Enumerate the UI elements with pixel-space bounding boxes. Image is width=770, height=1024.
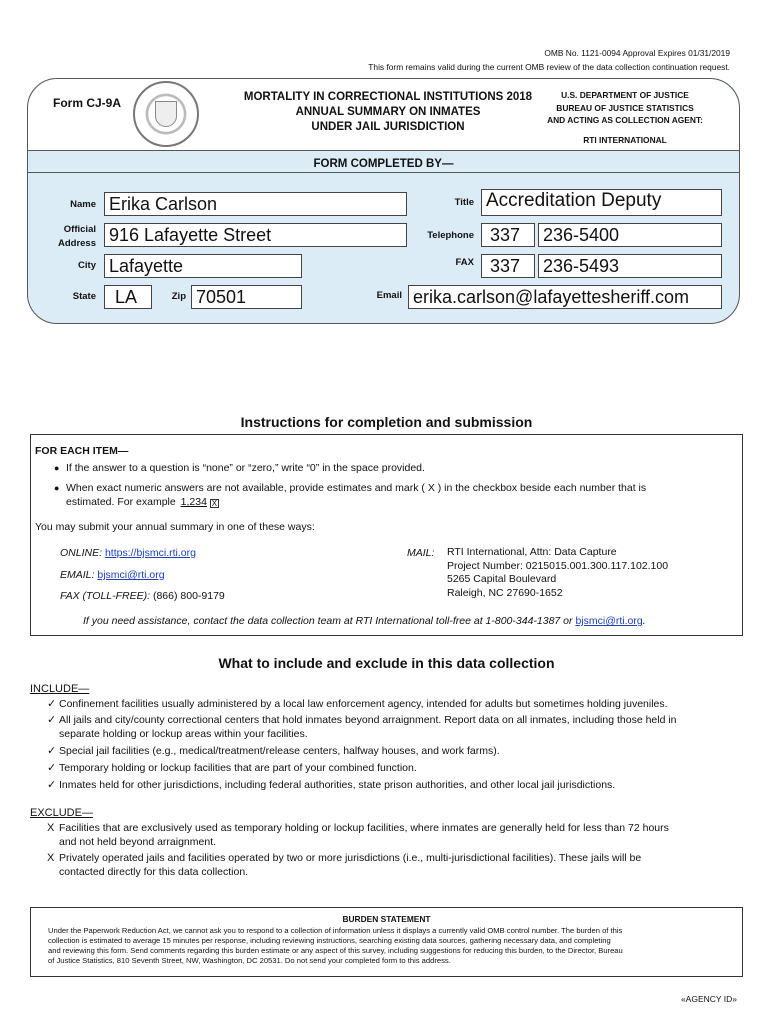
include-check-icon: ✓: [47, 698, 57, 710]
agency-block: U.S. DEPARTMENT OF JUSTICE BUREAU OF JUSTICE STATISTICS AND ACTING AS COLLECTION AGENT: RTI INTERNATIONAL: [547, 90, 703, 145]
state-field[interactable]: LA: [104, 285, 152, 309]
fax-label: FAX: [455, 257, 474, 268]
email-link[interactable]: bjsmci@rti.org: [97, 569, 165, 581]
zip-label: Zip: [171, 291, 186, 302]
city-field[interactable]: Lafayette: [104, 254, 302, 278]
include-check-icon: ✓: [47, 714, 57, 726]
form-header: [28, 79, 739, 151]
online-link[interactable]: https://bjsmci.rti.org: [104, 547, 196, 559]
instructions-heading: Instructions for completion and submission: [240, 414, 533, 430]
fax-row: FAX (TOLL-FREE): (866) 800-9179: [60, 590, 225, 602]
agency-id: «AGENCY ID»: [680, 994, 737, 1004]
completed-by-heading: FORM COMPLETED BY—: [28, 151, 739, 173]
assistance-note: If you need assistance, contact the data collection team at RTI International toll-free at 1-800-344-1387 or bjsmci@rti.org.: [83, 615, 646, 627]
title-field[interactable]: Accreditation Deputy: [481, 189, 722, 216]
include-item: Inmates held for other jurisdictions, including federal authorities, state prison authorities, and other local jail jurisdictions.: [59, 779, 616, 791]
include-item: All jails and city/county correctional centers that hold inmates beyond arraignment. Report data on all inmates, including those held in: [59, 714, 677, 726]
include-label: INCLUDE—: [30, 683, 90, 695]
burden-text: Under the Paperwork Reduction Act, we cannot ask you to respond to a collection of information unless it displays a currently valid OMB control number. The burden of this collection is estimated to average 15 minutes per response, including reviewing instructions, searching existing data sources, gathering necessary data, and completing and reviewing this form. Send comments regarding this burden estimate or any aspect of this survey, including suggestions for reducing this burden, to the Director, Bureau of Justice Statistics, 810 Seventh Street, NW, Washington, DC 20531. Do not send your completed form to this address.: [48, 926, 623, 965]
email-label: Email: [376, 290, 402, 301]
exclude-item-continued: and not held beyond arraignment.: [59, 836, 217, 848]
online-row: ONLINE: https://bjsmci.rti.org: [60, 547, 196, 559]
mail-label: MAIL:: [407, 547, 435, 559]
mail-address: RTI International, Attn: Data Capture Project Number: 0215015.001.300.117.102.100 5265 Capital Boulevard Raleigh, NC 27690-1652: [447, 546, 669, 599]
title-label: Title: [454, 197, 474, 208]
exclude-item-continued: contacted directly for this data collection.: [59, 866, 249, 878]
include-exclude-heading: What to include and exclude in this data collection: [218, 655, 555, 671]
exclude-x-icon: X: [47, 822, 55, 834]
include-item: Confinement facilities usually administered by a local law enforcement agency, intended for adults but sometimes holding juveniles.: [59, 698, 668, 710]
name-label: Name: [70, 199, 96, 210]
name-field[interactable]: Erika Carlson: [104, 192, 407, 216]
zip-field[interactable]: 70501: [191, 285, 302, 309]
instructions-box: [30, 434, 743, 636]
form-title: MORTALITY IN CORRECTIONAL INSTITUTIONS 2018 ANNUAL SUMMARY ON INMATES UNDER JAIL JURISDICTION: [243, 91, 533, 133]
example-checkbox: X: [211, 499, 218, 508]
city-label: City: [78, 260, 96, 271]
burden-statement-box: [30, 907, 743, 977]
doj-seal-icon: [133, 81, 199, 147]
fax-number-field[interactable]: 236-5493: [538, 254, 722, 278]
omb-notice: [368, 46, 730, 74]
include-item-continued: separate holding or lockup areas within your facilities.: [59, 728, 308, 740]
email-row: EMAIL: bjsmci@rti.org: [60, 569, 165, 581]
telephone-area-field[interactable]: 337: [481, 223, 535, 247]
burden-title: BURDEN STATEMENT: [342, 914, 431, 924]
telephone-number-field[interactable]: 236-5400: [538, 223, 722, 247]
instruction-zero: If the answer to a question is “none” or “zero,” write “0” in the space provided.: [66, 462, 425, 474]
instruction-example: estimated. For example 1,234 X: [66, 496, 218, 508]
exclude-item: Privately operated jails and facilities operated by two or more jurisdictions (i.e., multi-jurisdictional facilities). These jails will be: [59, 852, 642, 864]
assistance-email-link[interactable]: bjsmci@rti.org: [575, 615, 643, 627]
omb-number: OMB No. 1121-0094 Approval Expires 01/31/2019: [544, 48, 730, 58]
form-card: [27, 78, 740, 324]
omb-valid-note: This form remains valid during the current OMB review of the data collection continuation request.: [368, 62, 730, 72]
include-check-icon: ✓: [47, 745, 57, 757]
address-field[interactable]: 916 Lafayette Street: [104, 223, 407, 247]
include-check-icon: ✓: [47, 779, 57, 791]
include-item: Temporary holding or lockup facilities that are part of your combined function.: [59, 762, 417, 774]
address-label: Address: [57, 238, 96, 249]
email-field[interactable]: erika.carlson@lafayettesheriff.com: [408, 285, 722, 309]
official-label: Official: [63, 224, 96, 235]
telephone-label: Telephone: [427, 230, 474, 241]
form-id: Form CJ-9A: [53, 96, 122, 110]
exclude-label: EXCLUDE—: [30, 807, 93, 819]
bullet-dot: ●: [54, 463, 60, 473]
example-value: 1,234: [180, 496, 207, 508]
state-label: State: [72, 291, 96, 302]
submit-ways: You may submit your annual summary in one of these ways:: [35, 521, 315, 533]
for-each-label: FOR EACH ITEM—: [35, 445, 129, 457]
instruction-estimates: When exact numeric answers are not available, provide estimates and mark ( X ) in the checkbox beside each number that is: [66, 482, 647, 494]
exclude-x-icon: X: [47, 852, 55, 864]
include-check-icon: ✓: [47, 762, 57, 774]
exclude-item: Facilities that are exclusively used as temporary holding or lockup facilities, where inmates are generally held for less than 72 hours: [59, 822, 669, 834]
include-item: Special jail facilities (e.g., medical/treatment/release centers, halfway houses, and work farms).: [59, 745, 500, 757]
bullet-dot: ●: [54, 483, 60, 493]
fax-area-field[interactable]: 337: [481, 254, 535, 278]
